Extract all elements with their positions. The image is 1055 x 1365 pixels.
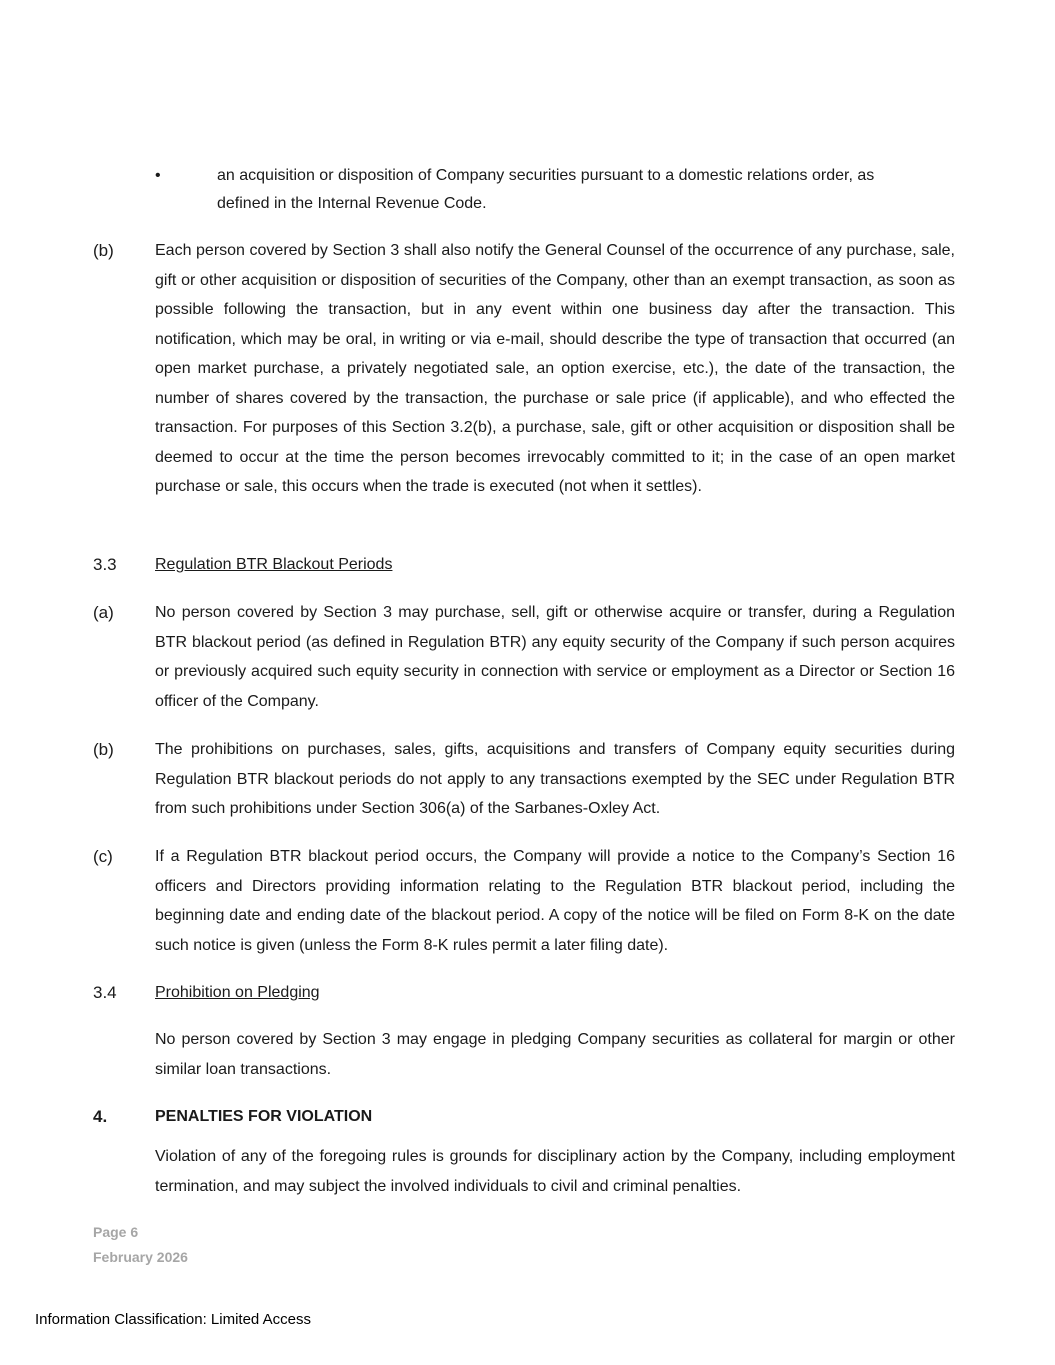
- section-title: Regulation BTR Blackout Periods: [155, 556, 393, 573]
- paragraph-label: (b): [93, 241, 114, 260]
- paragraph-3-2-b: [93, 236, 955, 502]
- paragraph-3-3-a: [93, 598, 955, 716]
- bullet-text: an acquisition or disposition of Company securities pursuant to a domestic relations order, as defined in the Internal Revenue Code.: [217, 167, 875, 212]
- paragraph-3-3-c: [93, 842, 955, 960]
- section-3-3-heading: [93, 551, 955, 579]
- section-title: PENALTIES FOR VIOLATION: [155, 1108, 373, 1125]
- bullet-marker: •: [155, 167, 161, 184]
- classification-label: Information Classification: Limited Access: [35, 1311, 311, 1328]
- paragraph-text: The prohibitions on purchases, sales, gifts, acquisitions and transfers of Company equity securities during Regulation BTR blackout periods do not apply to any transactions exempted by the SEC under Regulation BTR from such prohibitions under Section 306(a) of the Sarbanes-Oxley Act.: [155, 741, 955, 817]
- footer-page-number: Page 6: [93, 1224, 139, 1240]
- paragraph-3-4: [93, 1025, 955, 1084]
- paragraph-text: No person covered by Section 3 may engage in pledging Company securities as collateral for margin or other similar loan transactions.: [155, 1031, 955, 1078]
- paragraph-4: [93, 1142, 955, 1201]
- footer-date: February 2026: [93, 1249, 188, 1265]
- section-title: Prohibition on Pledging: [155, 984, 320, 1001]
- paragraph-text: Violation of any of the foregoing rules is grounds for disciplinary action by the Company, including employment termination, and may subject the involved individuals to civil and criminal penalties.: [155, 1148, 955, 1195]
- paragraph-text: If a Regulation BTR blackout period occurs, the Company will provide a notice to the Company’s Section 16 officers and Directors providing information relating to the Regulation BTR blackout period, including the beginning date and ending date of the blackout period. A copy of the notice will be filed on Form 8-K on the date such notice is given (unless the Form 8-K rules permit a later filing date).: [155, 848, 955, 954]
- paragraph-3-3-b: [93, 735, 955, 824]
- paragraph-text: Each person covered by Section 3 shall also notify the General Counsel of the occurrence of any purchase, sale, gift or other acquisition or disposition of securities of the Company, other than an exempt transaction, as soon as possible following the transaction, but in any event within one business day after the transaction. This notification, which may be oral, in writing or via e-mail, should describe the type of transaction that occurred (an open market purchase, a privately negotiated sale, an option exercise, etc.), the date of the transaction, the number of shares covered by the transaction, the purchase or sale price (if applicable), and who effected the transaction. For purposes of this Section 3.2(b), a purchase, sale, gift or other acquisition or disposition shall be deemed to occur at the time the person becomes irrevocably committed to it; in the case of an open market purchase or sale, this occurs when the trade is executed (not when it settles).: [155, 242, 955, 495]
- paragraph-label: (a): [93, 603, 114, 622]
- paragraph-label: (b): [93, 740, 114, 759]
- section-3-4-heading: [93, 979, 955, 1007]
- paragraph-label: (c): [93, 847, 113, 866]
- section-number: 3.4: [93, 983, 117, 1002]
- section-number: 3.3: [93, 555, 117, 574]
- section-4-heading: [93, 1103, 955, 1131]
- section-number: 4.: [93, 1107, 108, 1126]
- paragraph-text: No person covered by Section 3 may purchase, sell, gift or otherwise acquire or transfer, during a Regulation BTR blackout period (as defined in Regulation BTR) any equity security of the Company if such person acquires or previously acquired such equity security in connection with service or employment as a Director or Section 16 officer of the Company.: [155, 604, 955, 710]
- bullet-item: [155, 162, 915, 218]
